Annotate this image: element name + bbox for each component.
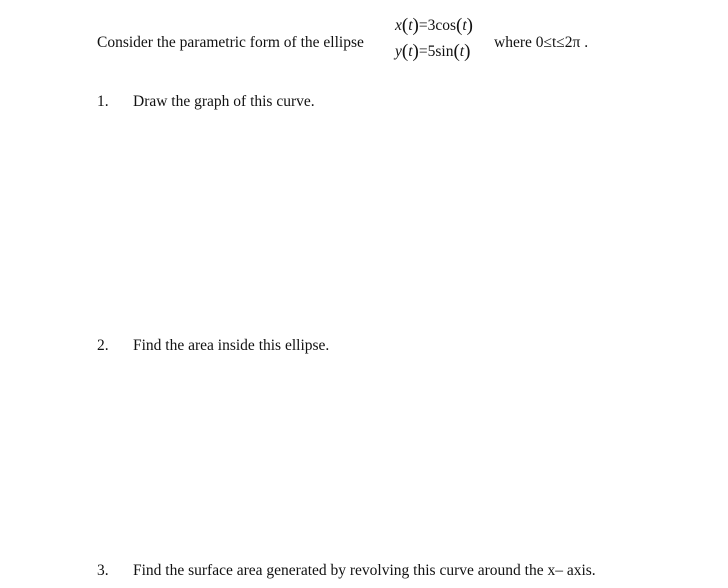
question-text-2: Find the area inside this ellipse.	[133, 337, 330, 354]
eq-y-variable: t	[408, 43, 413, 60]
question-number-2: 2.	[97, 337, 109, 354]
eq-x-function: x	[395, 17, 402, 34]
eq-y-function: y	[395, 43, 402, 60]
equation-x: x(t)=3cos(t)	[395, 15, 473, 36]
problem-intro-text: Consider the parametric form of the ellipse	[97, 34, 364, 51]
question-text-3: Find the surface area generated by revolving this curve around the x– axis.	[133, 562, 596, 579]
eq-y-rhs: =5sin	[418, 43, 454, 60]
question-text-1: Draw the graph of this curve.	[133, 93, 315, 110]
eq-x-rhs: =3cos	[418, 17, 457, 34]
question-number-3: 3.	[97, 562, 109, 579]
parametric-equations	[395, 13, 473, 65]
eq-x-variable: t	[408, 17, 413, 34]
question-number-1: 1.	[97, 93, 109, 110]
eq-y-rhs-variable: t	[459, 43, 465, 60]
parameter-domain: where 0≤t≤2π .	[494, 34, 589, 51]
equation-y: y(t)=5sin(t)	[395, 41, 471, 62]
eq-x-rhs-variable: t	[462, 17, 467, 34]
